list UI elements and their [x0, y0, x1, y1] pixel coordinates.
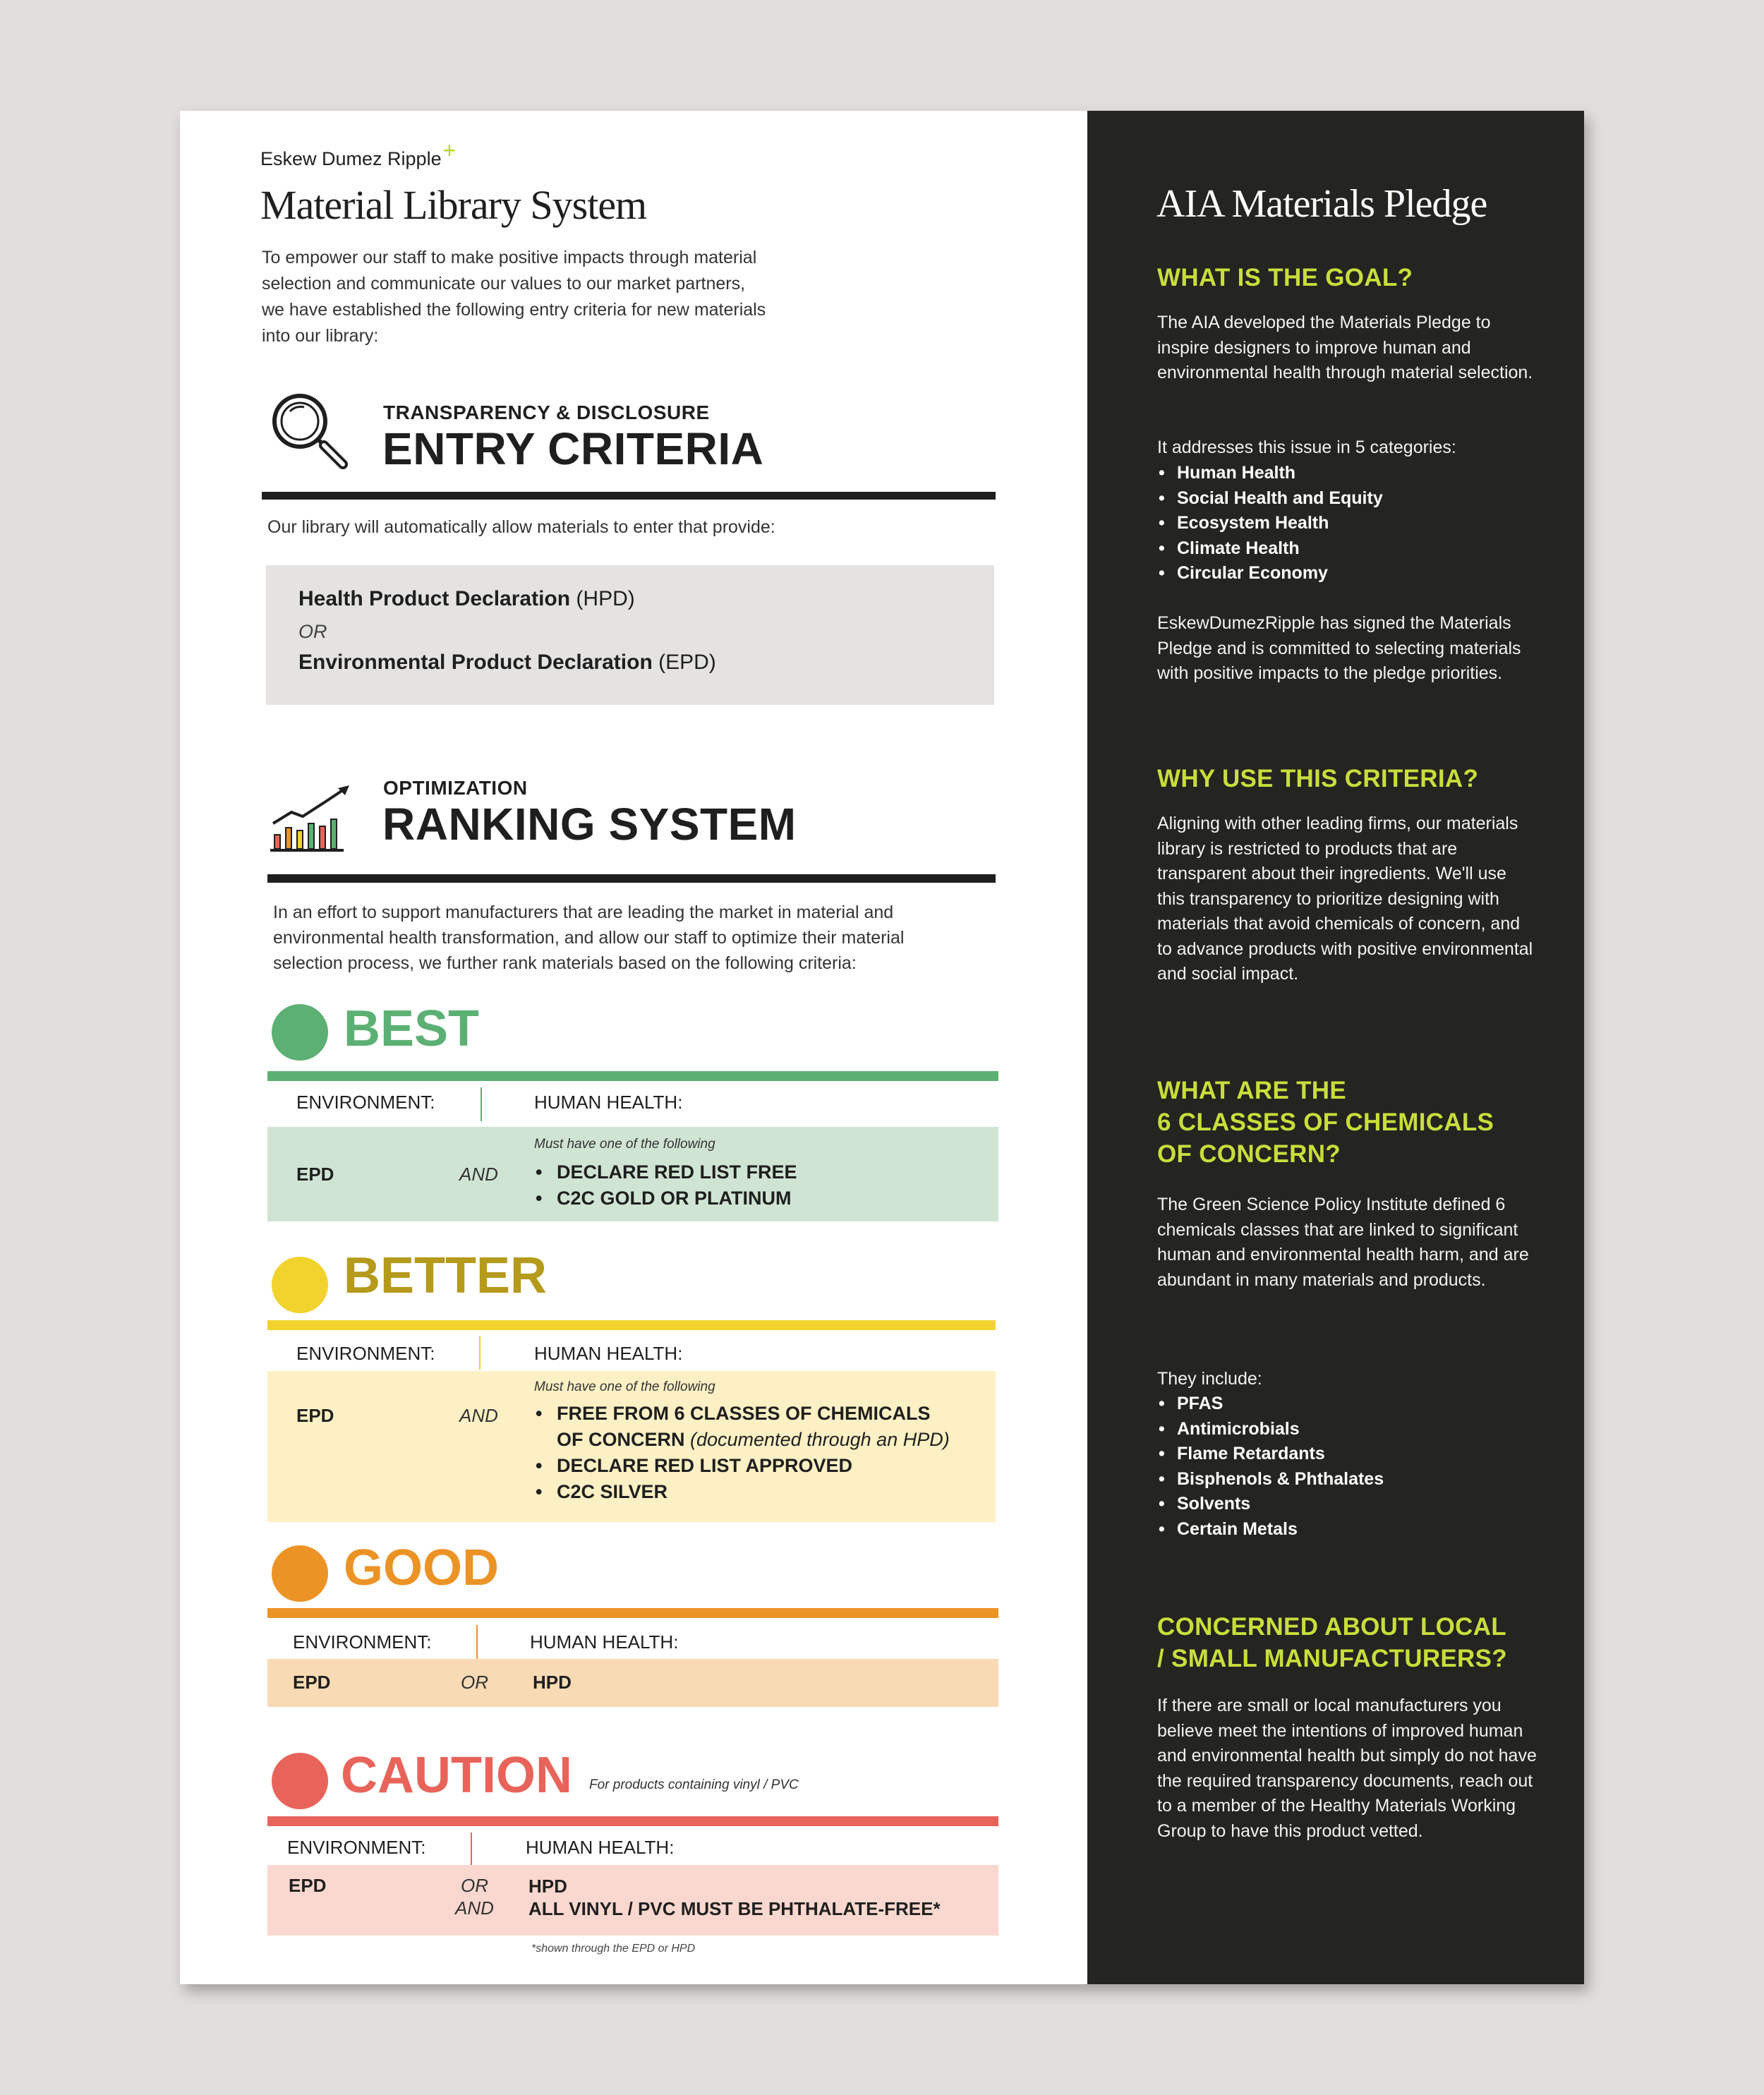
goal-paragraph-3: EskewDumezRipple has signed the Materials Pledge and is committed to selecting materials with positive impacts to the pledge priorities.: [1157, 613, 1521, 683]
chemical-class: • Flame Retardants: [1157, 1442, 1384, 1467]
best-criteria-list: [536, 1159, 797, 1212]
goal-categories-list: [1157, 461, 1383, 586]
better-title: BETTER: [344, 1248, 547, 1304]
magnifier-icon: [267, 390, 352, 475]
better-criterion: • DECLARE RED LIST APPROVED: [536, 1453, 950, 1479]
entry-heading: ENTRY CRITERIA: [382, 423, 764, 474]
caution-conjunction-and: AND: [455, 1897, 494, 1919]
goal-category: • Climate Health: [1157, 536, 1383, 562]
better-column-divider: [479, 1336, 481, 1370]
best-title: BEST: [344, 1001, 480, 1057]
best-column-divider: [481, 1087, 482, 1121]
epd-line: [298, 647, 716, 678]
goal-category: • Ecosystem Health: [1157, 511, 1383, 536]
bar-chart-growth-icon: [270, 783, 355, 853]
better-note: Must have one of the following: [534, 1379, 715, 1394]
best-env-value: EPD: [296, 1164, 334, 1185]
caution-hh-value: HPD: [528, 1876, 567, 1897]
hpd-label: Health Product Declaration: [298, 587, 571, 610]
chemical-class: • Solvents: [1157, 1492, 1384, 1517]
goal-heading: WHAT IS THE GOAL?: [1157, 264, 1413, 291]
goal-paragraph-1: The AIA developed the Materials Pledge to inspire designers to improve human and environmental health through material selection.: [1157, 313, 1533, 382]
best-criterion: • DECLARE RED LIST FREE: [536, 1159, 797, 1185]
good-divider: [267, 1608, 998, 1618]
entry-lead: Our library will automatically allow materials to enter that provide:: [267, 517, 775, 537]
better-criteria-list: [536, 1401, 950, 1505]
good-circle: [272, 1545, 328, 1602]
chemical-class: • PFAS: [1157, 1391, 1384, 1417]
chemical-classes-list: [1157, 1391, 1384, 1542]
better-env-value: EPD: [296, 1405, 334, 1426]
classes-paragraph-1: The Green Science Policy Institute defined 6 chemicals classes that are linked to significant human and environmental health harm, and are abundant in many materials and products.: [1157, 1195, 1529, 1290]
good-title: GOOD: [344, 1540, 500, 1596]
classes-heading: [1157, 1075, 1494, 1170]
why-heading: WHY USE THIS CRITERIA?: [1157, 765, 1479, 792]
chemical-class: • Antimicrobials: [1157, 1417, 1384, 1442]
classes-heading-line: OF CONCERN?: [1157, 1140, 1341, 1168]
good-env-header: ENVIRONMENT:: [293, 1631, 432, 1653]
hpd-line: [298, 584, 635, 615]
brand-name: Eskew Dumez Ripple: [260, 148, 442, 169]
caution-divider: [267, 1816, 998, 1826]
epd-abbr: (EPD): [652, 651, 716, 674]
better-conjunction: AND: [459, 1405, 498, 1426]
best-hh-header: HUMAN HEALTH:: [534, 1092, 683, 1113]
caution-env-value: EPD: [289, 1875, 327, 1896]
best-criteria-row: [267, 1127, 998, 1221]
best-criterion: • C2C GOLD OR PLATINUM: [536, 1185, 797, 1212]
caution-column-divider: [471, 1833, 472, 1866]
local-heading-line: CONCERNED ABOUT LOCAL: [1157, 1613, 1506, 1641]
caution-criteria-row: [267, 1865, 998, 1936]
ranking-lead: In an effort to support manufacturers that are leading the market in material and environmental health transformation, and allow our staff to optimize their material selection process, we further rank materials based on the following criteria:: [273, 902, 905, 973]
why-paragraph: Aligning with other leading firms, our materials library is restricted to products that are transparent about their ingredients. We'll use this transparency to prioritize designing with materials that avoid chemicals of concern, and to advance products with positive environmental and social impact.: [1157, 814, 1533, 984]
intro-text: To empower our staff to make positive impacts through material selection and communicate our values to our market partners, we have established the following entry criteria for new materials into our library:: [262, 248, 766, 346]
page-title: Material Library System: [260, 182, 647, 228]
local-paragraph: If there are small or local manufacturers you believe meet the intentions of improved human and environmental health but simply do not have the required transparency documents, reach out to a member of the Healthy Materials Working Group to have this product vetted.: [1157, 1696, 1537, 1841]
local-heading: [1157, 1611, 1507, 1674]
ranking-divider: [267, 874, 996, 883]
chemical-class: • Certain Metals: [1157, 1517, 1384, 1542]
entry-kicker: TRANSPARENCY & DISCLOSURE: [383, 402, 710, 423]
classes-paragraph-2: They include:: [1157, 1369, 1262, 1389]
goal-paragraph-2: It addresses this issue in 5 categories:: [1157, 437, 1456, 457]
better-divider: [267, 1320, 996, 1330]
better-criteria-row: [267, 1371, 996, 1522]
goal-category: • Social Health and Equity: [1157, 486, 1383, 512]
epd-label: Environmental Product Declaration: [298, 651, 653, 674]
classes-heading-line: WHAT ARE THE: [1157, 1077, 1347, 1104]
main-panel: [180, 111, 1087, 1984]
good-column-divider: [476, 1625, 478, 1659]
better-criterion-chemicals-l2: OF CONCERN: [557, 1429, 685, 1450]
goal-category: • Human Health: [1157, 461, 1383, 486]
better-env-header: ENVIRONMENT:: [296, 1343, 435, 1364]
best-note: Must have one of the following: [534, 1137, 715, 1152]
ranking-kicker: OPTIMIZATION: [383, 777, 528, 799]
hpd-abbr: (HPD): [570, 587, 635, 610]
better-criterion: • C2C SILVER: [536, 1479, 950, 1505]
good-conjunction: OR: [461, 1672, 488, 1693]
better-circle: [272, 1257, 328, 1313]
sidebar-panel: [1087, 111, 1584, 1984]
better-criterion-chemicals: [536, 1401, 950, 1453]
better-hh-header: HUMAN HEALTH:: [534, 1343, 683, 1364]
better-criterion-chemicals-sub: (documented through an HPD): [684, 1429, 950, 1450]
best-divider: [267, 1071, 998, 1081]
classes-heading-line: 6 CLASSES OF CHEMICALS: [1157, 1109, 1494, 1136]
best-env-header: ENVIRONMENT:: [296, 1092, 435, 1113]
brand-plus-mark: +: [442, 138, 457, 163]
goal-category: • Circular Economy: [1157, 561, 1383, 586]
good-hh-value: HPD: [533, 1672, 572, 1693]
caution-hh-header: HUMAN HEALTH:: [526, 1837, 675, 1858]
caution-circle: [272, 1753, 328, 1809]
caution-subtitle: For products containing vinyl / PVC: [589, 1777, 799, 1792]
caution-footnote: *shown through the EPD or HPD: [531, 1943, 696, 1955]
sidebar-title: AIA Materials Pledge: [1156, 182, 1487, 226]
caution-conjunction-or: OR: [461, 1875, 488, 1896]
or-line: [298, 616, 327, 647]
document-sheet: [180, 111, 1584, 1984]
entry-declarations-box: [266, 565, 994, 705]
caution-hh-requirement: ALL VINYL / PVC MUST BE PHTHALATE-FREE*: [528, 1898, 941, 1919]
ranking-heading: RANKING SYSTEM: [382, 799, 797, 850]
best-conjunction: AND: [459, 1164, 498, 1185]
chemical-class: • Bisphenols & Phthalates: [1157, 1467, 1384, 1492]
caution-env-header: ENVIRONMENT:: [287, 1837, 426, 1858]
entry-divider: [262, 492, 996, 500]
local-heading-line: / SMALL MANUFACTURERS?: [1157, 1645, 1507, 1672]
good-env-value: EPD: [293, 1672, 331, 1693]
good-criteria-row: [267, 1659, 998, 1707]
best-circle: [272, 1004, 328, 1061]
brand-logo: [260, 138, 457, 171]
better-criterion-chemicals-l1: FREE FROM 6 CLASSES OF CHEMICALS: [557, 1403, 931, 1424]
caution-title: CAUTION: [341, 1747, 572, 1804]
or-label: OR: [298, 621, 327, 642]
good-hh-header: HUMAN HEALTH:: [530, 1631, 679, 1653]
